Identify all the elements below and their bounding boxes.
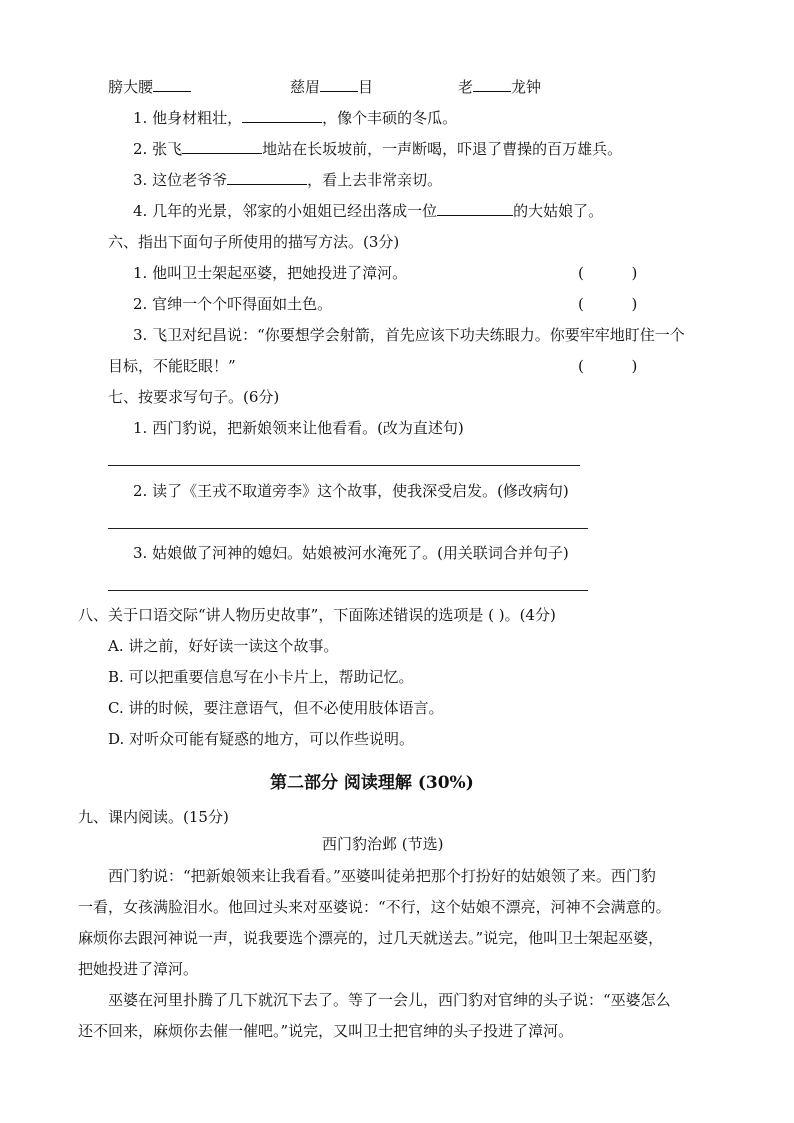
answer-paren[interactable]: ( )	[578, 295, 638, 313]
passage-line: 麻烦你去跟河神说一声，说我要选个漂亮的，过几天就送去。”说完，他叫卫士架起巫婆，	[78, 929, 664, 947]
q8-option-b: B. 可以把重要信息写在小卡片上，帮助记忆。	[108, 668, 414, 686]
q7-item-2: 2. 读了《王戎不取道旁李》这个故事，使我深受启发。(修改病句)	[133, 482, 569, 500]
answer-line[interactable]	[108, 590, 588, 591]
blank[interactable]	[242, 108, 322, 123]
idiom-item-2: 慈眉 目	[290, 78, 374, 96]
q7-title: 七、按要求写句子。(6分)	[108, 388, 280, 406]
fill-item-1: 1. 他身材粗壮， ，像个丰硕的冬瓜。	[133, 109, 458, 127]
q8-option-a: A. 讲之前，好好读一读这个故事。	[108, 637, 339, 655]
q8-option-d: D. 对听众可能有疑惑的地方，可以作些说明。	[108, 730, 415, 748]
q6-item-3: 3. 飞卫对纪昌说：“你要想学会射箭，首先应该下功夫练眼力。你要牢牢地盯住一个	[133, 326, 685, 344]
q9-title: 九、课内阅读。(15分)	[78, 808, 229, 826]
q6-item-2: 2. 官绅一个个吓得面如土色。	[133, 295, 333, 313]
blank[interactable]	[182, 139, 262, 154]
q7-item-3: 3. 姑娘做了河神的媳妇。姑娘被河水淹死了。(用关联词合并句子)	[133, 544, 569, 562]
section-title: 第二部分 阅读理解 (30%)	[270, 773, 474, 793]
fill-item-4: 4. 几年的光景，邻家的小姐姐已经出落成一位 的大姑娘了。	[133, 202, 604, 220]
q6-title: 六、指出下面句子所使用的描写方法。(3分)	[108, 233, 400, 251]
fill-item-2: 2. 张飞 地站在长坂坡前，一声断喝，吓退了曹操的百万雄兵。	[133, 140, 623, 158]
passage-line: 把她投进了漳河。	[78, 960, 199, 978]
q6-item-1: 1. 他叫卫士架起巫婆，把她投进了漳河。	[133, 264, 408, 282]
idiom-item-1: 膀大腰	[108, 77, 191, 97]
q8-title: 八、关于口语交际“讲人物历史故事”，下面陈述错误的选项是 ( )。(4分)	[78, 606, 556, 624]
answer-paren[interactable]: ( )	[578, 264, 638, 282]
fill-item-3: 3. 这位老爷爷 ，看上去非常亲切。	[133, 171, 443, 189]
passage-line: 一看，女孩满脸泪水。他回过头来对巫婆说：“不行，这个姑娘不漂亮，河神不会满意的。	[78, 898, 671, 916]
answer-line[interactable]	[108, 465, 580, 466]
blank[interactable]	[320, 77, 358, 92]
passage-line: 还不回来，麻烦你去催一催吧。”说完，又叫卫士把官绅的头子投进了漳河。	[78, 1022, 574, 1040]
q6-item-3-cont: 目标，不能眨眼！”	[108, 357, 236, 375]
passage-title: 西门豹治邺 (节选)	[322, 835, 444, 853]
answer-line[interactable]	[108, 528, 588, 529]
blank[interactable]	[437, 201, 513, 216]
passage-line: 西门豹说：“把新娘领来让我看看。”巫婆叫徒弟把那个打扮好的姑娘领了来。西门豹	[78, 867, 656, 885]
q8-option-c: C. 讲的时候，要注意语气，但不必使用肢体语言。	[108, 699, 444, 717]
blank[interactable]	[473, 77, 511, 92]
q7-item-1: 1. 西门豹说，把新娘领来让他看看。(改为直述句)	[133, 419, 464, 437]
blank[interactable]	[153, 77, 191, 92]
idiom-item-3: 老 龙钟	[458, 78, 542, 96]
passage-line: 巫婆在河里扑腾了几下就沉下去了。等了一会儿，西门豹对官绅的头子说：“巫婆怎么	[78, 991, 671, 1009]
blank[interactable]	[227, 170, 307, 185]
answer-paren[interactable]: ( )	[578, 357, 638, 375]
